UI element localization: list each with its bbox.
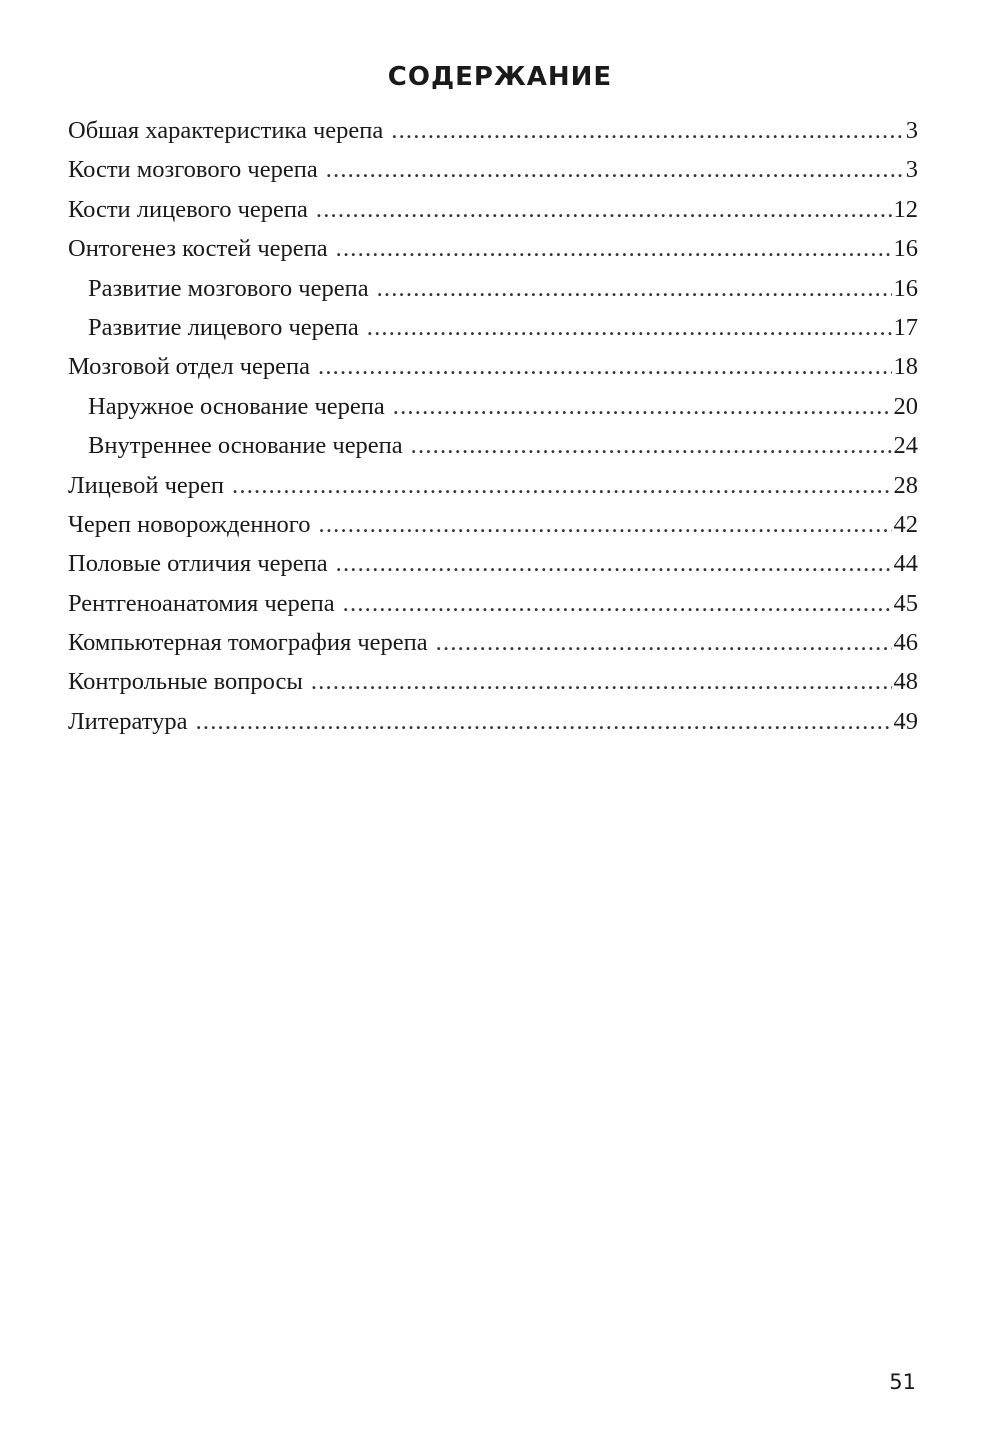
toc-subentry[interactable] bbox=[68, 308, 918, 347]
toc-entry[interactable] bbox=[68, 347, 918, 386]
toc-entry-label: Кости мозгового черепа bbox=[68, 156, 318, 184]
toc-dot-leader bbox=[196, 702, 892, 741]
toc-entry-page: 16 bbox=[893, 235, 918, 263]
toc-entry[interactable] bbox=[68, 190, 918, 229]
toc-dot-leader bbox=[336, 544, 892, 583]
toc-dot-leader bbox=[393, 387, 892, 426]
toc-dot-leader bbox=[391, 111, 903, 150]
toc-dot-leader bbox=[436, 623, 892, 662]
toc-entry-label: Контрольные вопросы bbox=[68, 668, 303, 696]
toc-dot-leader bbox=[326, 150, 904, 189]
toc-entry-page: 46 bbox=[893, 629, 918, 657]
toc-entry[interactable] bbox=[68, 623, 918, 662]
toc-entry-page: 42 bbox=[893, 510, 918, 538]
toc-entry-label: Обшая характеристика черепа bbox=[68, 117, 384, 144]
toc-entry-label: Развитие мозгового черепа bbox=[88, 274, 369, 302]
toc-entry-page: 48 bbox=[893, 668, 918, 696]
toc-entry-page: 28 bbox=[893, 471, 918, 499]
toc-entry-page: 20 bbox=[893, 392, 918, 420]
toc-entry[interactable] bbox=[68, 111, 918, 150]
toc-entry-label: Мозговой отдел черепа bbox=[68, 353, 310, 381]
toc-entry[interactable] bbox=[68, 466, 918, 505]
toc-dot-leader bbox=[318, 347, 892, 386]
table-of-contents bbox=[68, 111, 918, 741]
toc-subentry[interactable] bbox=[68, 269, 918, 308]
toc-dot-leader bbox=[232, 466, 891, 505]
toc-entry-page: 18 bbox=[893, 353, 918, 381]
page-number: 51 bbox=[889, 1370, 916, 1394]
toc-entry[interactable] bbox=[68, 544, 918, 583]
toc-entry-page: 44 bbox=[893, 550, 918, 578]
toc-subentry[interactable] bbox=[68, 387, 918, 426]
toc-entry-label: Рентгеноанатомия черепа bbox=[68, 589, 335, 617]
toc-entry-page: 16 bbox=[893, 274, 918, 302]
toc-entry[interactable] bbox=[68, 662, 918, 701]
toc-entry[interactable] bbox=[68, 229, 918, 268]
toc-dot-leader bbox=[316, 190, 892, 229]
toc-entry-label: Кости лицевого черепа bbox=[68, 195, 308, 223]
toc-entry[interactable] bbox=[68, 505, 918, 544]
toc-entry-label: Компьютерная томография черепа bbox=[68, 629, 428, 657]
toc-entry-label: Литература bbox=[68, 707, 188, 735]
toc-entry-page: 24 bbox=[893, 432, 918, 460]
toc-subentry[interactable] bbox=[68, 426, 918, 465]
toc-entry-label: Лицевой череп bbox=[68, 471, 225, 499]
toc-entry-label: Внутреннее основание черепа bbox=[88, 432, 403, 460]
toc-entry-label: Развитие лицевого черепа bbox=[88, 313, 359, 341]
toc-entry-page: 3 bbox=[905, 117, 918, 144]
toc-entry-page: 45 bbox=[893, 589, 918, 617]
toc-entry[interactable] bbox=[68, 584, 918, 623]
toc-entry[interactable] bbox=[68, 702, 918, 741]
toc-entry-label: Череп новорожденного bbox=[68, 510, 311, 538]
toc-entry-page: 49 bbox=[893, 707, 918, 735]
toc-dot-leader bbox=[319, 505, 892, 544]
toc-dot-leader bbox=[336, 229, 892, 268]
toc-dot-leader bbox=[343, 584, 892, 623]
toc-entry-page: 17 bbox=[893, 313, 918, 341]
toc-dot-leader bbox=[411, 426, 892, 465]
toc-entry[interactable] bbox=[68, 150, 918, 189]
toc-entry-label: Половые отличия черепа bbox=[68, 550, 328, 578]
toc-entry-label: Онтогенез костей черепа bbox=[68, 235, 328, 263]
toc-dot-leader bbox=[367, 308, 892, 347]
toc-dot-leader bbox=[377, 269, 892, 308]
toc-entry-page: 12 bbox=[893, 195, 918, 223]
toc-entry-label: Наружное основание черепа bbox=[88, 392, 385, 420]
toc-entry-page: 3 bbox=[905, 156, 918, 184]
toc-dot-leader bbox=[311, 662, 892, 701]
page-title: СОДЕРЖАНИЕ bbox=[387, 62, 613, 92]
